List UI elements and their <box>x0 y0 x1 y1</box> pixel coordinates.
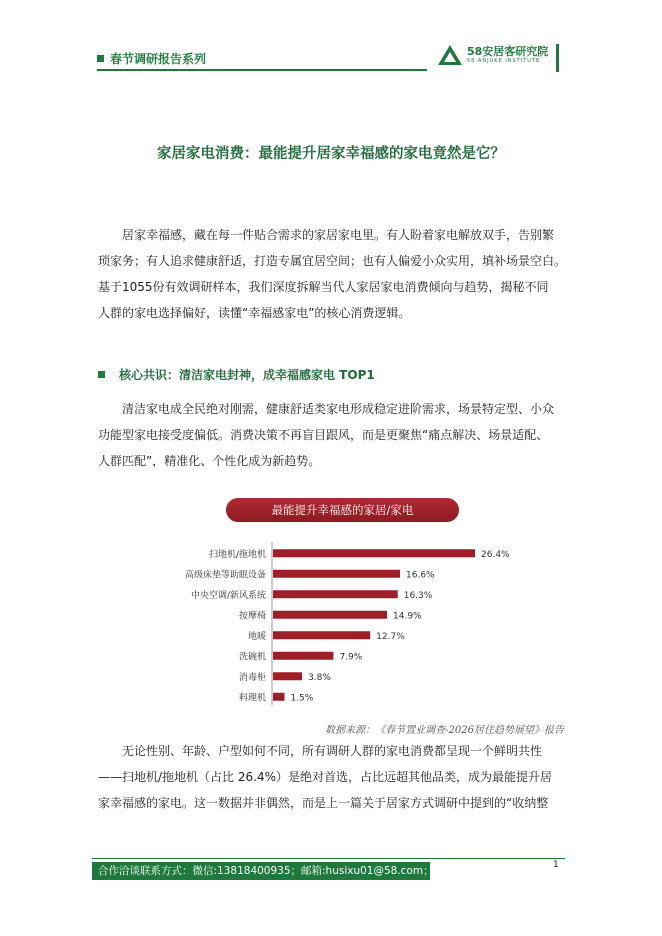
bar <box>273 693 284 701</box>
paragraph-line: 家幸福感的家电。这一数据并非偶然，而是上一篇关于居家方式调研中提到的“收纳整 <box>98 796 549 810</box>
intro-paragraph <box>98 222 568 326</box>
header-accent-bar <box>556 44 559 72</box>
paragraph-line: 人群匹配”，精准化、个性化成为新趋势。 <box>98 454 321 468</box>
page-number: 1 <box>553 860 559 870</box>
value-label: 7.9% <box>339 652 363 663</box>
value-label: 3.8% <box>308 672 331 683</box>
bar <box>273 570 400 578</box>
footer-divider <box>92 858 565 859</box>
category-label: 高级床垫等助眠设备 <box>184 570 266 581</box>
bar <box>273 590 398 598</box>
consensus-paragraph <box>98 396 568 474</box>
series-label: 春节调研报告系列 <box>110 52 207 66</box>
paragraph-line: 无论性别、年龄、户型如何不同，所有调研人群的家电消费都呈现一个鲜明共性 <box>122 744 543 758</box>
category-label: 按摩椅 <box>238 611 266 622</box>
bar-chart <box>150 540 530 710</box>
value-label: 1.5% <box>290 693 314 704</box>
paragraph-line: 清洁家电成全民绝对刚需，健康舒适类家电形成稳定进阶需求，场景特定型、小众 <box>122 402 555 416</box>
bar <box>273 631 370 639</box>
value-label: 16.6% <box>406 570 435 581</box>
category-label: 中央空调/新风系统 <box>190 590 266 601</box>
value-label: 14.9% <box>393 611 422 622</box>
header-divider <box>97 69 427 71</box>
category-label: 料理机 <box>238 693 266 704</box>
bullet-square-icon <box>97 55 104 62</box>
bar <box>273 611 387 619</box>
bullet-square-icon <box>98 371 105 378</box>
paragraph-line: ——扫地机/拖地机（占比 26.4%）是绝对首选，占比远超其他品类，成为最能提升居 <box>98 770 552 784</box>
paragraph-line: 居家幸福感，藏在每一件贴合需求的家居家电里。有人盼着家电解放双手，告别繁 <box>122 228 555 242</box>
section-heading-text: 核心共识：清洁家电封神，成幸福感家电 TOP1 <box>119 368 375 382</box>
paragraph-line: 人群的家电选择偏好，读懂“幸福感家电”的核心消费逻辑。 <box>98 306 411 320</box>
paragraph-line: 琐家务；有人追求健康舒适，打造专属宜居空间；也有人偏爱小众实用，填补场景空白。 <box>98 254 567 268</box>
category-label: 扫地机/拖地机 <box>208 549 266 560</box>
data-source-note: 数据来源：《春节置业调查-2026居住趋势展望》报告 <box>325 725 564 736</box>
value-label: 16.3% <box>403 590 433 601</box>
paragraph-line: 功能型家电接受度偏低。消费决策不再盲目跟风，而是更聚焦“痛点解决、场景适配、 <box>98 428 549 442</box>
logo-subtitle: 58·ANJUKE INSTITUTE <box>467 58 541 64</box>
document-title: 家居家电消费：最能提升居家幸福感的家电竟然是它？ <box>157 146 505 162</box>
category-label: 洗碗机 <box>238 652 266 663</box>
section-heading <box>98 366 375 383</box>
bar <box>273 672 302 680</box>
category-label: 消毒柜 <box>238 672 266 683</box>
bar <box>273 652 333 660</box>
logo-name: 58安居客研究院 <box>467 45 549 58</box>
bar <box>273 549 475 557</box>
series-title <box>97 50 206 67</box>
paragraph-line: 基于1055份有效调研样本，我们深度拆解当代人家居家电消费倾向与趋势，揭秘不同 <box>98 280 549 294</box>
institute-logo <box>437 44 548 66</box>
footer-contact: 合作洽谈联系方式：微信:13818400935；邮箱:husixu01@58.com； <box>92 862 430 880</box>
chart-title: 最能提升幸福感的家居/家电 <box>226 498 459 522</box>
value-label: 12.7% <box>376 631 405 642</box>
category-label: 地暖 <box>247 631 266 642</box>
analysis-paragraph <box>98 738 568 816</box>
value-label: 26.4% <box>481 549 510 560</box>
house-logo-icon <box>437 44 463 66</box>
